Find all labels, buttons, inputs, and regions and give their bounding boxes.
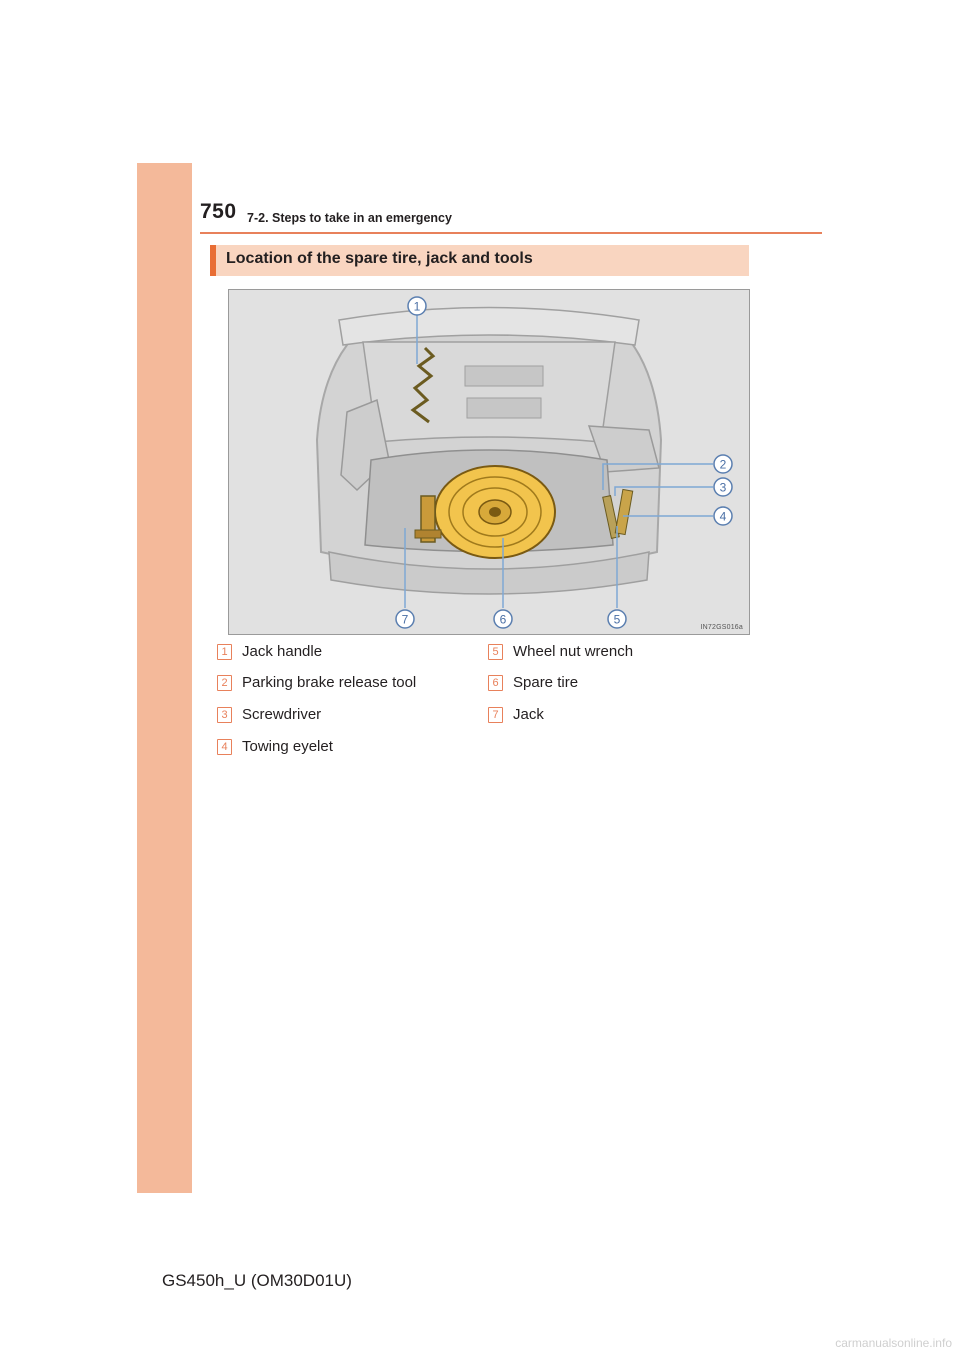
- legend-label: Towing eyelet: [242, 738, 333, 755]
- legend-label: Screwdriver: [242, 706, 322, 723]
- section-title: 7-2. Steps to take in an emergency: [247, 211, 452, 225]
- callout-3: [714, 478, 732, 496]
- legend-number-badge: 1: [217, 644, 232, 660]
- watermark: carmanualsonline.info: [835, 1336, 952, 1350]
- figure-code: IN72GS016a: [700, 624, 743, 631]
- footer-model-code: GS450h_U (OM30D01U): [162, 1271, 352, 1290]
- callout-4: [714, 507, 732, 525]
- svg-text:2: 2: [719, 457, 727, 472]
- spare-tire-drawing: [435, 466, 555, 558]
- svg-text:5: 5: [613, 612, 621, 627]
- callout-6: [494, 610, 512, 628]
- legend-number-badge: 7: [488, 707, 503, 723]
- legend-number-badge: 2: [217, 675, 232, 691]
- legend-number-badge: 3: [217, 707, 232, 723]
- legend-label: Parking brake release tool: [242, 674, 417, 691]
- header-divider: [200, 232, 822, 234]
- callout-7: [396, 610, 414, 628]
- svg-text:3: 3: [719, 480, 727, 495]
- legend-label: Spare tire: [513, 674, 579, 691]
- callout-1: [408, 297, 426, 315]
- trunk-illustration: [228, 289, 750, 635]
- subheading-text: Location of the spare tire, jack and tools: [226, 250, 533, 267]
- page-number: 750: [200, 200, 237, 223]
- svg-text:1: 1: [413, 299, 421, 314]
- legend-number-badge: 5: [488, 644, 503, 660]
- callout-5: [608, 610, 626, 628]
- legend-number-badge: 4: [217, 739, 232, 755]
- chapter-side-tab: [137, 163, 192, 1193]
- callout-2: [714, 455, 732, 473]
- legend-label: Jack: [513, 706, 544, 723]
- legend-label: Wheel nut wrench: [513, 643, 634, 660]
- subheading-bar: [210, 245, 749, 276]
- svg-text:7: 7: [401, 612, 409, 627]
- legend-number-badge: 6: [488, 675, 503, 691]
- svg-text:6: 6: [499, 612, 507, 627]
- svg-text:4: 4: [719, 509, 727, 524]
- legend-label: Jack handle: [242, 643, 323, 660]
- trunk-illustration-drawing: [229, 290, 749, 634]
